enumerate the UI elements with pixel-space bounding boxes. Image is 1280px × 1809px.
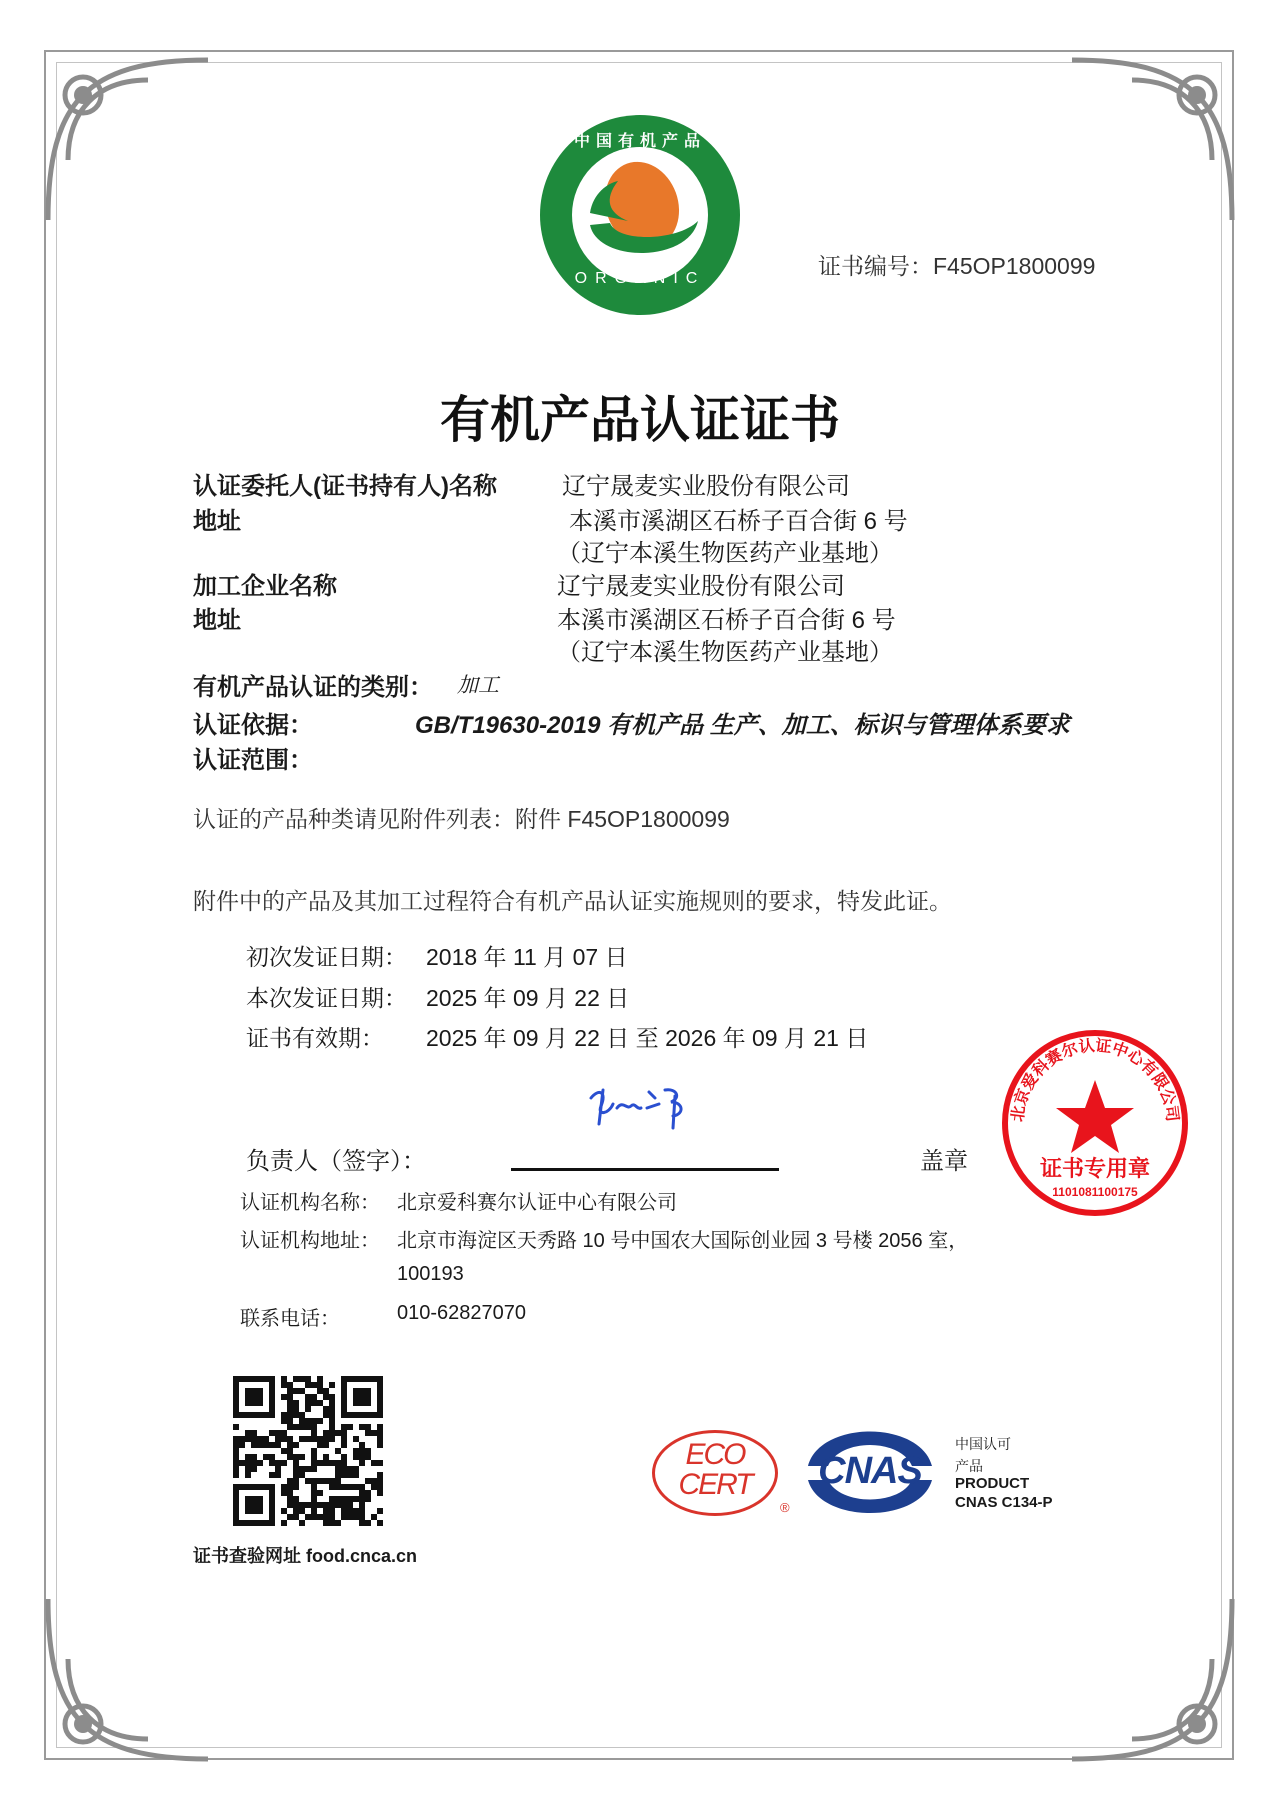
logo-ring-text-en: ORGANIC <box>574 270 706 287</box>
issuer-address-label: 认证机构地址： <box>240 1230 380 1252</box>
ecocert-logo <box>652 1430 778 1516</box>
ecocert-registered: ® <box>780 1500 790 1515</box>
ecocert-line1: ECO <box>685 1438 745 1471</box>
verify-url: 证书查验网址 food.cnca.cn <box>193 1546 418 1566</box>
client-address-label: 地址 <box>193 508 241 535</box>
basis-label: 认证依据： <box>193 712 313 739</box>
client-address-line2: （辽宁本溪生物医药产业基地） <box>557 540 893 567</box>
signature-label: 负责人（签字）： <box>246 1148 426 1175</box>
ecocert-line2: CERT <box>678 1468 752 1501</box>
seal-center-text: 证书专用章 <box>1039 1156 1150 1181</box>
cnas-line4: CNAS C134-P <box>955 1494 1053 1511</box>
processor-address-line2: （辽宁本溪生物医药产业基地） <box>557 639 893 666</box>
product-list-note: 认证的产品种类请见附件列表：附件 F45OP1800099 <box>193 806 730 832</box>
cnas-logo-text: CNAS <box>818 1450 922 1492</box>
signature-line <box>511 1168 779 1171</box>
ornament-bottom-left-icon <box>28 1579 228 1779</box>
ornament-top-right-icon <box>1052 40 1252 240</box>
cnas-line3: PRODUCT <box>955 1475 1030 1492</box>
issuer-name-value: 北京爱科赛尔认证中心有限公司 <box>397 1192 677 1214</box>
cnas-line2: 产品 <box>955 1458 983 1474</box>
logo-ring-text: 中国有机产品 <box>573 133 706 150</box>
verification-qr-code[interactable] <box>233 1376 383 1526</box>
current-issue-label: 本次发证日期： <box>246 985 407 1011</box>
cnas-line1: 中国认可 <box>955 1436 1011 1452</box>
processor-address-line1: 本溪市溪湖区石桥子百合街 6 号 <box>557 607 896 634</box>
client-label: 认证委托人(证书持有人)名称 <box>193 473 497 500</box>
validity-value: 2025 年 09 月 22 日 至 2026 年 09 月 21 日 <box>426 1025 869 1051</box>
processor-label: 加工企业名称 <box>193 573 337 600</box>
first-issue-value: 2018 年 11 月 07 日 <box>426 944 628 970</box>
ornament-top-left-icon <box>28 40 228 240</box>
processor-value: 辽宁晟麦实业股份有限公司 <box>557 573 845 600</box>
first-issue-label: 初次发证日期： <box>246 944 407 970</box>
issuer-name-label: 认证机构名称： <box>240 1192 380 1214</box>
seal-number: 1101081100175 <box>1052 1185 1138 1199</box>
category-label: 有机产品认证的类别： <box>193 674 433 701</box>
scope-label: 认证范围： <box>193 747 313 774</box>
client-address-line1: 本溪市溪湖区石桥子百合街 6 号 <box>569 508 908 535</box>
current-issue-value: 2025 年 09 月 22 日 <box>426 985 630 1011</box>
handwritten-signature <box>585 1080 695 1136</box>
certificate-number: 证书编号：F45OP1800099 <box>818 253 1096 279</box>
ornament-bottom-right-icon <box>1052 1579 1252 1779</box>
issuer-postcode: 100193 <box>397 1263 464 1285</box>
issuer-phone-value: 010-62827070 <box>397 1302 527 1324</box>
processor-address-label: 地址 <box>193 607 241 634</box>
seal-label: 盖章 <box>920 1148 968 1175</box>
official-seal-stamp <box>1000 1028 1190 1218</box>
certificate-title: 有机产品认证证书 <box>440 392 840 448</box>
client-value: 辽宁晟麦实业股份有限公司 <box>562 473 850 500</box>
statement: 附件中的产品及其加工过程符合有机产品认证实施规则的要求，特发此证。 <box>193 888 952 914</box>
issuer-phone-label: 联系电话： <box>240 1308 340 1330</box>
validity-label: 证书有效期： <box>246 1025 384 1051</box>
basis-value: GB/T19630-2019 有机产品 生产、加工、标识与管理体系要求 <box>415 712 1070 739</box>
issuer-address-value: 北京市海淀区天秀路 10 号中国农大国际创业园 3 号楼 2056 室， <box>397 1230 969 1252</box>
category-value: 加工 <box>457 673 499 697</box>
seal-ring-text: 北京爱科赛尔认证中心有限公司 <box>1007 1035 1183 1123</box>
